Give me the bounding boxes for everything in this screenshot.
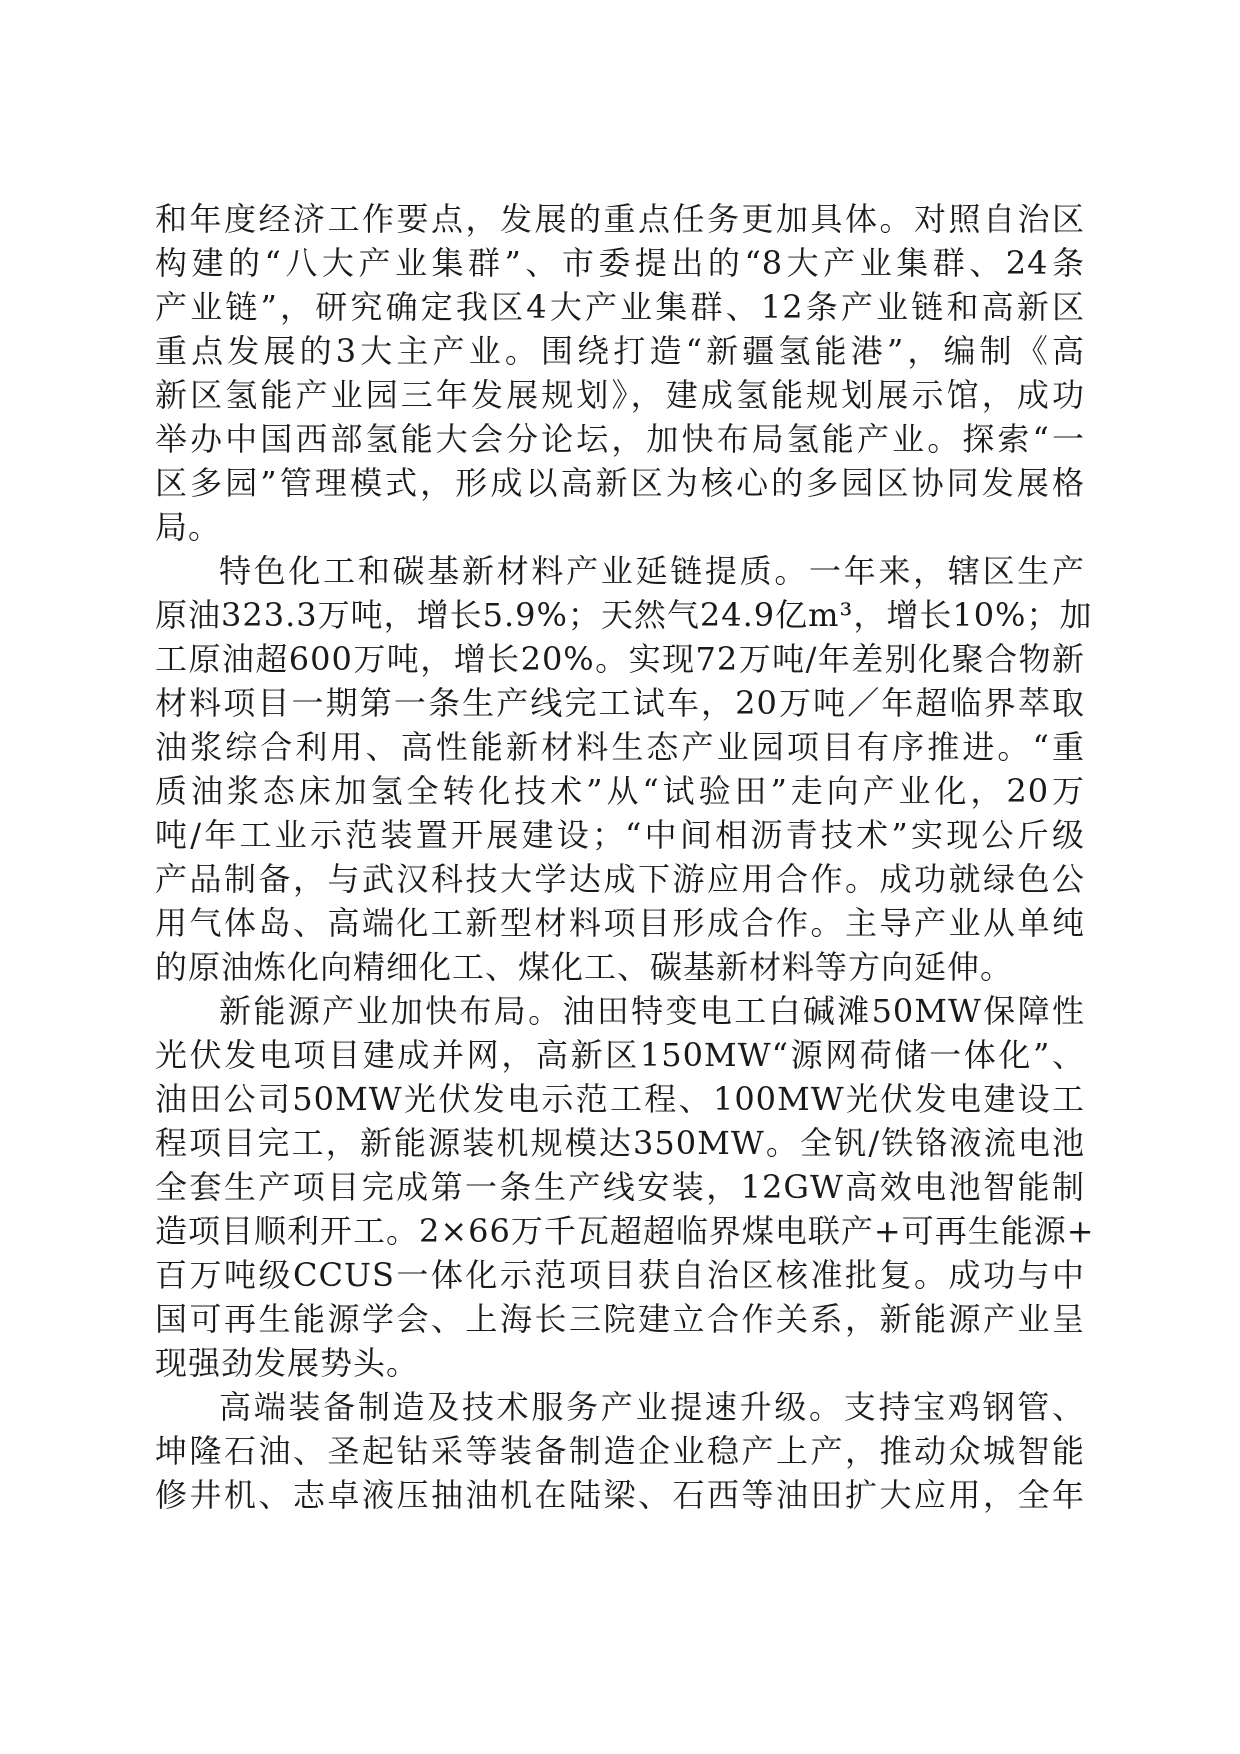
text-line: 坤隆石油、圣起钻采等装备制造企业稳产上产，推动众城智能 [155, 1432, 1085, 1470]
text-line: 举办中国西部氢能大会分论坛，加快布局氢能产业。探索“一 [155, 420, 1085, 458]
paragraph-hydrogen-industry [155, 197, 1085, 549]
text-line: 百万吨级CCUS一体化示范项目获自治区核准批复。成功与中 [155, 1256, 1085, 1294]
text-line: 修井机、志卓液压抽油机在陆梁、石西等油田扩大应用，全年 [155, 1476, 1085, 1514]
paragraph-new-energy [155, 989, 1095, 1385]
text-line: 产业链”，研究确定我区4大产业集群、12条产业链和高新区 [155, 288, 1085, 326]
text-line: 国可再生能源学会、上海长三院建立合作关系，新能源产业呈 [155, 1300, 1085, 1338]
text-line: 现强劲发展势头。 [155, 1344, 420, 1382]
text-line: 高端装备制造及技术服务产业提速升级。支持宝鸡钢管、 [219, 1388, 1085, 1426]
text-line: 材料项目一期第一条生产线完工试车，20万吨／年超临界萃取 [155, 684, 1085, 722]
text-line: 用气体岛、高端化工新型材料项目形成合作。主导产业从单纯 [155, 904, 1085, 942]
text-line: 油浆综合利用、高性能新材料生态产业园项目有序推进。“重 [155, 728, 1085, 766]
text-line: 新区氢能产业园三年发展规划》，建成氢能规划展示馆，成功 [155, 376, 1085, 414]
text-line: 的原油炼化向精细化工、煤化工、碳基新材料等方向延伸。 [155, 948, 1014, 986]
text-line: 局。 [155, 508, 222, 546]
text-line: 新能源产业加快布局。油田特变电工白碱滩50MW保障性 [219, 992, 1085, 1030]
text-line: 产品制备，与武汉科技大学达成下游应用合作。成功就绿色公 [155, 860, 1085, 898]
text-line: 工原油超600万吨，增长20%。实现72万吨/年差别化聚合物新 [155, 640, 1085, 678]
text-line: 造项目顺利开工。2×66万千瓦超超临界煤电联产+可再生能源+ [155, 1212, 1095, 1250]
text-line: 重点发展的3大主产业。围绕打造“新疆氢能港”，编制《高 [155, 332, 1085, 370]
text-line: 原油323.3万吨，增长5.9%；天然气24.9亿m³，增长10%；加 [155, 596, 1093, 634]
text-line: 特色化工和碳基新材料产业延链提质。一年来，辖区生产 [219, 552, 1085, 590]
body-text [155, 197, 1095, 1517]
text-line: 和年度经济工作要点，发展的重点任务更加具体。对照自治区 [155, 200, 1085, 238]
text-line: 光伏发电项目建成并网，高新区150MW“源网荷储一体化”、 [155, 1036, 1085, 1074]
paragraph-chemical-materials [155, 549, 1093, 989]
paragraph-equipment-manufacturing [155, 1385, 1085, 1517]
text-line: 质油浆态床加氢全转化技术”从“试验田”走向产业化，20万 [155, 772, 1085, 810]
text-line: 构建的“八大产业集群”、市委提出的“8大产业集群、24条 [155, 244, 1085, 282]
text-line: 吨/年工业示范装置开展建设；“中间相沥青技术”实现公斤级 [155, 816, 1085, 854]
text-line: 油田公司50MW光伏发电示范工程、100MW光伏发电建设工 [155, 1080, 1085, 1118]
text-line: 区多园”管理模式，形成以高新区为核心的多园区协同发展格 [155, 464, 1085, 502]
text-line: 程项目完工，新能源装机规模达350MW。全钒/铁铬液流电池 [155, 1124, 1085, 1162]
text-line: 全套生产项目完成第一条生产线安装，12GW高效电池智能制 [155, 1168, 1085, 1206]
